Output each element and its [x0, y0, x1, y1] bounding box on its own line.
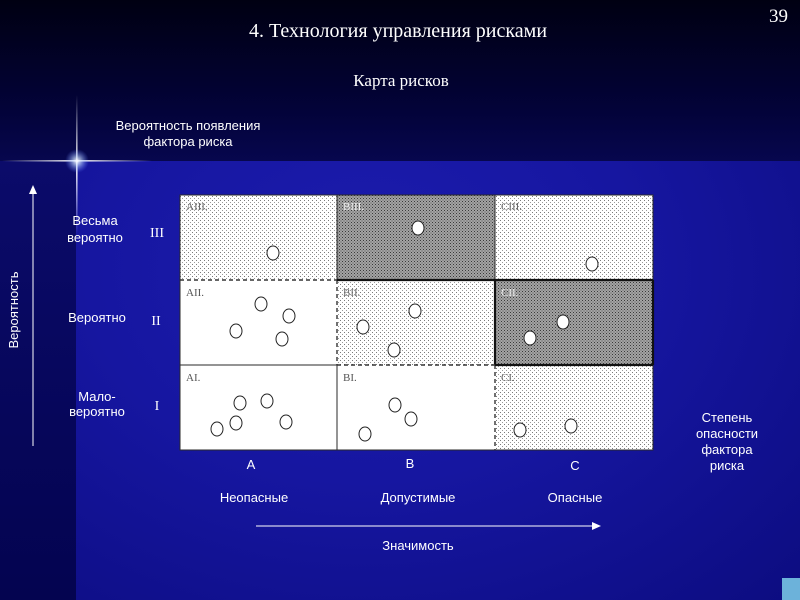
- risk-marker: [280, 415, 292, 429]
- cell-label-CI: CI.: [501, 372, 515, 384]
- risk-marker: [283, 309, 295, 323]
- y-axis-caption-line: фактора риска: [143, 134, 233, 149]
- row-label-line: вероятно: [69, 404, 125, 419]
- risk-marker: [267, 246, 279, 260]
- cell-label-BIII: BIII.: [343, 201, 365, 213]
- risk-marker: [412, 221, 424, 235]
- row-label-line: Мало-: [78, 389, 116, 404]
- column-label-B: Допустимые: [380, 490, 456, 505]
- cell-label-BII: BII.: [343, 287, 361, 299]
- risk-marker: [565, 419, 577, 433]
- cell-label-AI: AI.: [186, 372, 201, 384]
- cell-AI: [180, 365, 337, 450]
- row-level-I: I: [154, 399, 160, 414]
- row-label-line: вероятно: [67, 230, 123, 245]
- row-label-line: Вероятно: [68, 310, 126, 325]
- row-label-III: [45, 212, 145, 246]
- cell-label-CII: CII.: [501, 287, 519, 299]
- cell-label-BI: BI.: [343, 372, 357, 384]
- x-axis-caption-line: фактора: [701, 442, 753, 457]
- risk-marker: [276, 332, 288, 346]
- page-number: 39: [769, 6, 788, 27]
- risk-marker: [230, 416, 242, 430]
- risk-marker: [409, 304, 421, 318]
- risk-marker: [230, 324, 242, 338]
- risk-grid: [180, 195, 653, 450]
- risk-marker: [557, 315, 569, 329]
- slide-subtitle: Карта рисков: [353, 71, 449, 90]
- cell-label-CIII: CIII.: [501, 201, 523, 213]
- y-axis-caption-line: Вероятность появления: [115, 118, 261, 133]
- risk-marker: [586, 257, 598, 271]
- x-axis-caption-line: опасности: [695, 426, 759, 441]
- sparkle-glow: [65, 149, 89, 173]
- column-label-A: Неопасные: [219, 490, 289, 505]
- column-label-C: Опасные: [547, 490, 603, 505]
- cell-label-AII: AII.: [186, 287, 205, 299]
- x-axis-caption-line: риска: [709, 458, 745, 473]
- x-axis-caption: [667, 410, 787, 474]
- row-label-line: Весьма: [72, 213, 118, 228]
- risk-marker: [357, 320, 369, 334]
- y-axis-label: Вероятность: [6, 271, 21, 349]
- risk-marker: [234, 396, 246, 410]
- risk-marker: [389, 398, 401, 412]
- row-level-II: II: [151, 314, 161, 329]
- row-level-III: III: [150, 226, 164, 241]
- risk-marker: [405, 412, 417, 426]
- risk-marker: [388, 343, 400, 357]
- risk-marker: [261, 394, 273, 408]
- y-axis-caption: [88, 118, 288, 150]
- x-axis-label: Значимость: [382, 538, 454, 553]
- column-letter-C: C: [570, 458, 580, 473]
- cell-label-AIII: AIII.: [186, 201, 208, 213]
- risk-marker: [211, 422, 223, 436]
- column-letter-B: B: [405, 456, 415, 471]
- x-axis-caption-line: Степень: [701, 410, 753, 425]
- row-label-II: [47, 310, 147, 326]
- risk-marker: [255, 297, 267, 311]
- risk-marker: [514, 423, 526, 437]
- cell-CII: [495, 280, 653, 365]
- row-label-I: [47, 389, 147, 419]
- risk-marker: [524, 331, 536, 345]
- slide-title: 4. Технология управления рисками: [248, 20, 548, 42]
- risk-marker: [359, 427, 371, 441]
- column-letter-A: A: [246, 457, 256, 472]
